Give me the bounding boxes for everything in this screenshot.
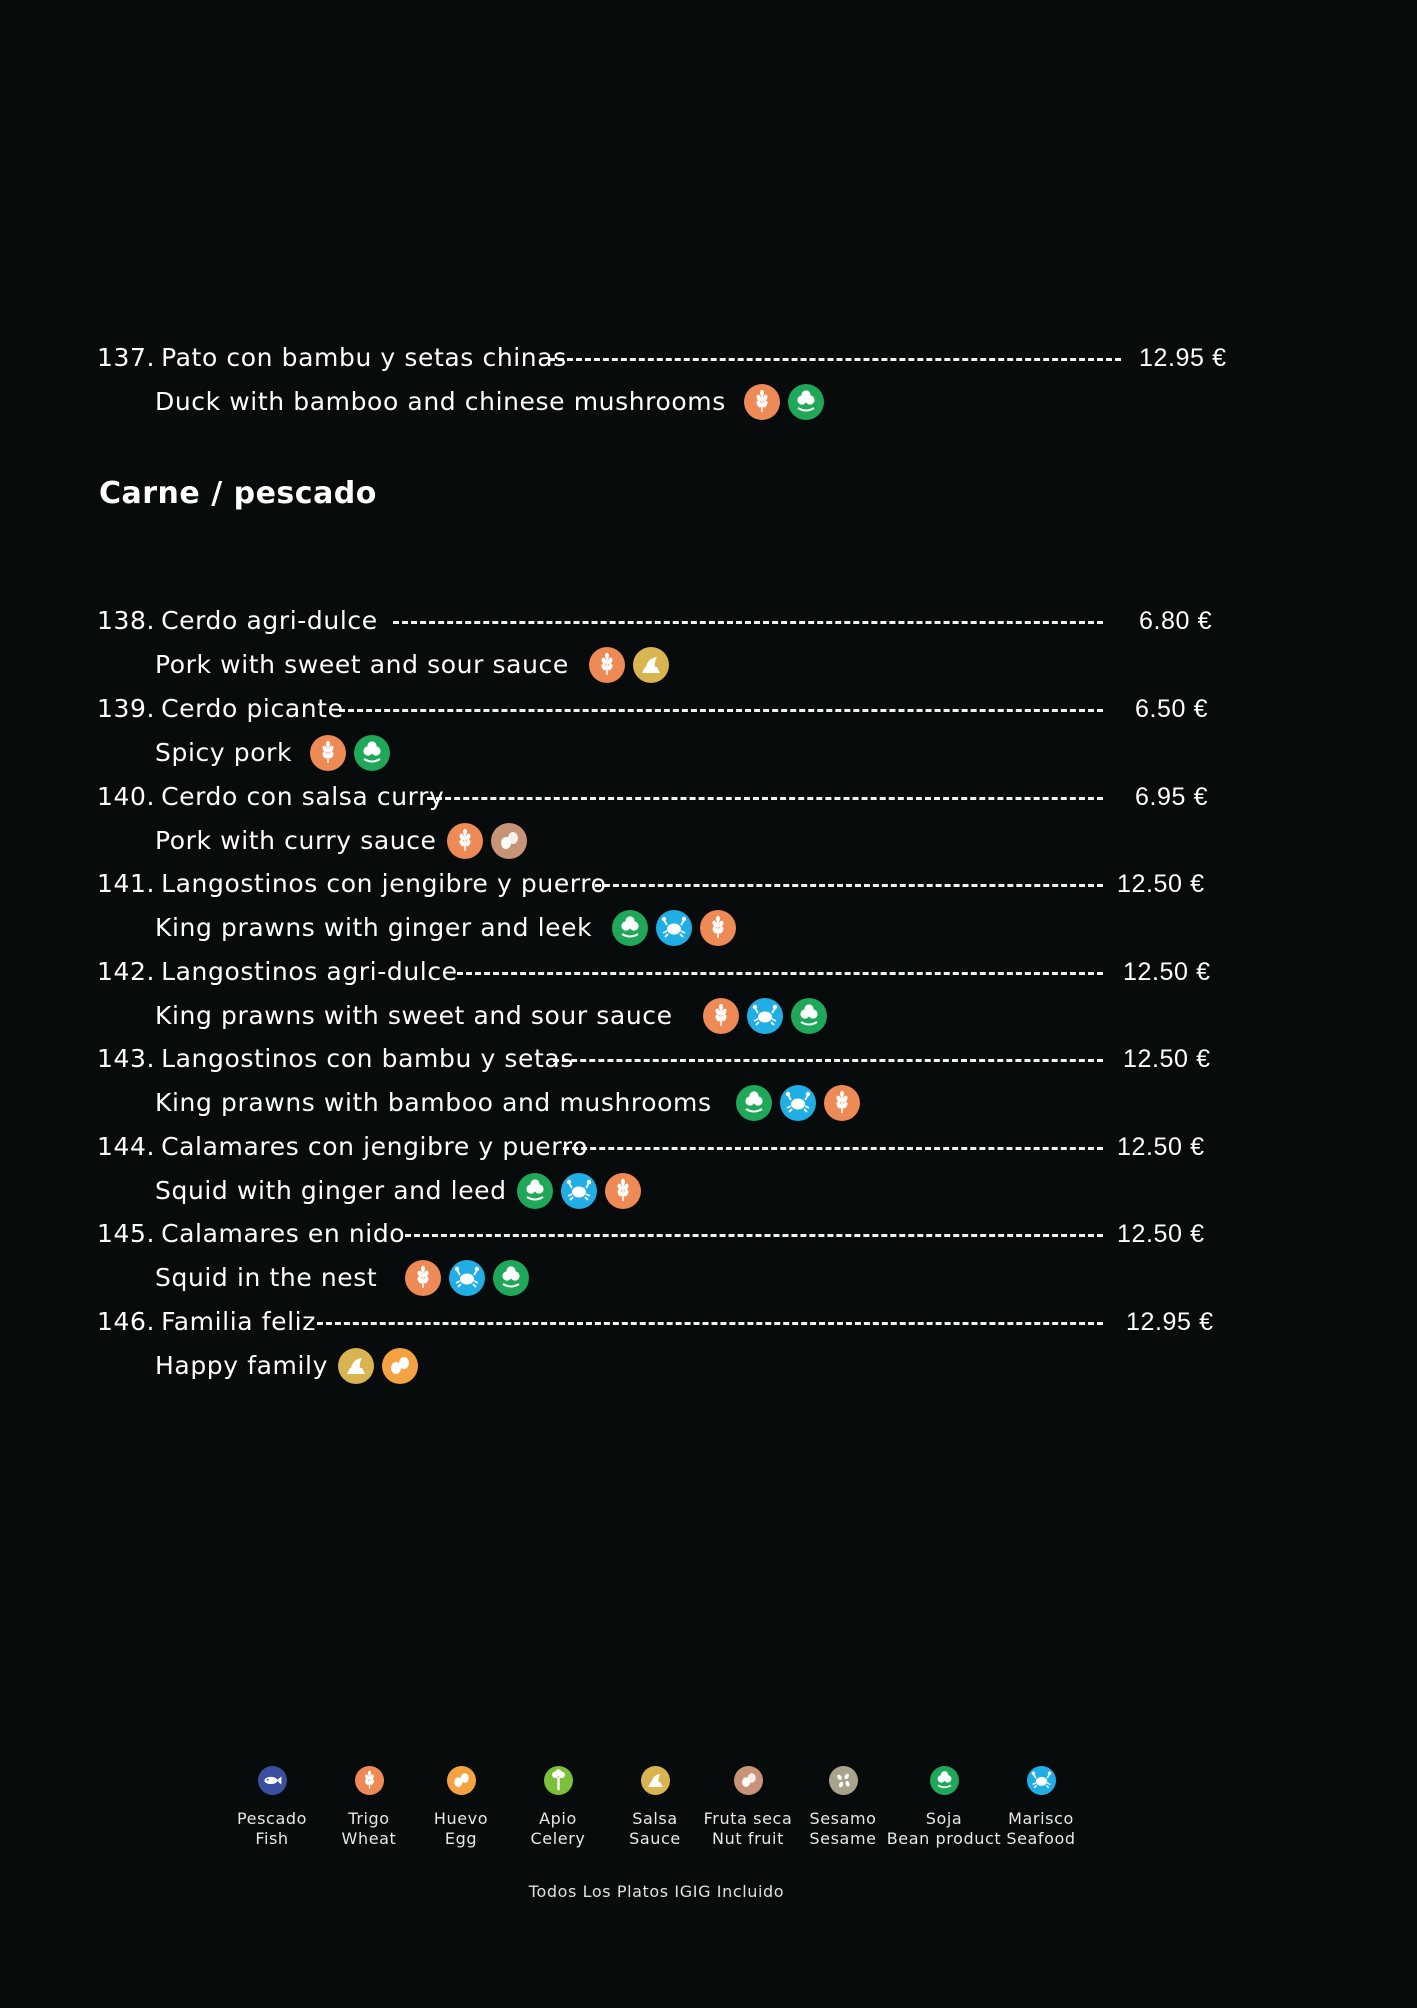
item-name-line bbox=[97, 1037, 1227, 1081]
item-number: 144. bbox=[97, 1132, 156, 1161]
item-price: 12.50 € bbox=[1117, 1220, 1205, 1248]
allergen-legend bbox=[0, 1766, 1417, 1876]
item-number: 140. bbox=[97, 782, 156, 811]
item-name: Cerdo con salsa curry bbox=[161, 782, 445, 811]
legend-label-en: Egg bbox=[444, 1829, 478, 1848]
wheat-icon bbox=[355, 1766, 384, 1795]
section-title: Carne / pescado bbox=[99, 476, 377, 511]
dotted-leader bbox=[595, 884, 1103, 887]
menu-item bbox=[97, 775, 1227, 863]
wheat-icon bbox=[703, 998, 739, 1034]
allergen-icons bbox=[405, 1260, 529, 1296]
item-number: 137. bbox=[97, 343, 156, 372]
wheat-icon bbox=[589, 647, 625, 683]
item-description-line bbox=[155, 380, 1227, 424]
fish-icon bbox=[258, 1766, 287, 1795]
legend-label-es: Huevo bbox=[433, 1809, 489, 1828]
item-description-line bbox=[155, 1081, 1227, 1125]
sauce-icon bbox=[633, 647, 669, 683]
item-price: 12.50 € bbox=[1123, 1045, 1211, 1073]
item-description: Happy family bbox=[155, 1351, 328, 1380]
legend-label-es: Pescado bbox=[236, 1809, 307, 1828]
menu-item bbox=[97, 1300, 1227, 1388]
wheat-icon bbox=[405, 1260, 441, 1296]
sauce-icon bbox=[641, 1766, 670, 1795]
wheat-icon bbox=[447, 823, 483, 859]
dotted-leader bbox=[339, 709, 1103, 712]
menu-item bbox=[97, 687, 1227, 775]
legend-label-es: Fruta seca bbox=[703, 1809, 793, 1828]
item-price: 6.80 € bbox=[1139, 607, 1213, 635]
legend-label-en: Bean product bbox=[886, 1829, 1002, 1848]
item-description: Duck with bamboo and chinese mushrooms bbox=[155, 387, 726, 416]
nut-icon bbox=[734, 1766, 763, 1795]
item-price: 12.50 € bbox=[1117, 1133, 1205, 1161]
item-price: 12.95 € bbox=[1139, 344, 1227, 372]
item-name: Langostinos con jengibre y puerro bbox=[161, 869, 607, 898]
item-description-line bbox=[155, 731, 1227, 775]
item-name-line bbox=[97, 599, 1227, 643]
legend-label-es: Apio bbox=[539, 1809, 577, 1828]
item-name-line bbox=[97, 862, 1227, 906]
wheat-icon bbox=[700, 910, 736, 946]
soy-icon bbox=[788, 384, 824, 420]
allergen-icons bbox=[703, 998, 827, 1034]
dotted-leader bbox=[553, 1059, 1103, 1062]
item-number: 138. bbox=[97, 606, 156, 635]
allergen-icons bbox=[589, 647, 669, 683]
item-name-line bbox=[97, 775, 1227, 819]
item-description: Pork with sweet and sour sauce bbox=[155, 650, 569, 679]
item-number: 141. bbox=[97, 869, 156, 898]
legend-label-es: Marisco bbox=[1008, 1809, 1074, 1828]
soy-icon bbox=[354, 735, 390, 771]
item-description-line bbox=[155, 1344, 1227, 1388]
wheat-icon bbox=[824, 1085, 860, 1121]
wheat-icon bbox=[744, 384, 780, 420]
allergen-icons bbox=[338, 1348, 418, 1384]
item-name-line bbox=[97, 687, 1227, 731]
item-price: 6.50 € bbox=[1135, 695, 1209, 723]
dotted-leader bbox=[405, 1234, 1103, 1237]
item-number: 143. bbox=[97, 1044, 156, 1073]
crab-icon bbox=[449, 1260, 485, 1296]
item-number: 145. bbox=[97, 1219, 156, 1248]
legend-label-en: Sesame bbox=[809, 1829, 877, 1848]
allergen-icons bbox=[310, 735, 390, 771]
item-name: Calamares en nido bbox=[161, 1219, 406, 1248]
soy-icon bbox=[791, 998, 827, 1034]
wheat-icon bbox=[310, 735, 346, 771]
menu-item-137 bbox=[97, 336, 1227, 424]
item-description-line bbox=[155, 1256, 1227, 1300]
item-price: 12.95 € bbox=[1126, 1308, 1214, 1336]
nut-icon bbox=[491, 823, 527, 859]
item-description-line bbox=[155, 1169, 1227, 1213]
crab-icon bbox=[780, 1085, 816, 1121]
item-description: Spicy pork bbox=[155, 738, 293, 767]
egg-icon bbox=[447, 1766, 476, 1795]
item-price: 6.95 € bbox=[1135, 783, 1209, 811]
allergen-icons bbox=[447, 823, 527, 859]
dotted-leader bbox=[427, 797, 1103, 800]
menu-item bbox=[97, 950, 1227, 1038]
crab-icon bbox=[747, 998, 783, 1034]
item-description: Squid in the nest bbox=[155, 1263, 378, 1292]
item-price: 12.50 € bbox=[1123, 958, 1211, 986]
allergen-icons bbox=[612, 910, 736, 946]
item-name-line bbox=[97, 1300, 1227, 1344]
item-description-line bbox=[155, 994, 1227, 1038]
item-name: Cerdo picante bbox=[161, 694, 344, 723]
item-description: King prawns with ginger and leek bbox=[155, 913, 593, 942]
item-description-line bbox=[155, 906, 1227, 950]
legend-label-en: Celery bbox=[530, 1829, 586, 1848]
footer-note: Todos Los Platos IGIG Incluido bbox=[528, 1882, 785, 1901]
wheat-icon bbox=[605, 1173, 641, 1209]
legend-label-es: Salsa bbox=[632, 1809, 678, 1828]
item-price: 12.50 € bbox=[1117, 870, 1205, 898]
item-description-line bbox=[155, 643, 1227, 687]
legend-label-en: Seafood bbox=[1006, 1829, 1076, 1848]
dotted-leader bbox=[393, 621, 1103, 624]
allergen-icons bbox=[517, 1173, 641, 1209]
legend-label-es: Trigo bbox=[348, 1809, 390, 1828]
soy-icon bbox=[517, 1173, 553, 1209]
menu-item bbox=[97, 1037, 1227, 1125]
soy-icon bbox=[930, 1766, 959, 1795]
item-name: Familia feliz bbox=[161, 1307, 316, 1336]
item-description: Squid with ginger and leed bbox=[155, 1176, 507, 1205]
soy-icon bbox=[612, 910, 648, 946]
legend-label-es: Soja bbox=[925, 1809, 963, 1828]
allergen-icons bbox=[744, 384, 824, 420]
soy-icon bbox=[493, 1260, 529, 1296]
dotted-leader bbox=[457, 972, 1103, 975]
legend-label-es: Sesamo bbox=[809, 1809, 877, 1828]
item-name: Calamares con jengibre y puerro bbox=[161, 1132, 588, 1161]
celery-icon bbox=[544, 1766, 573, 1795]
sauce-icon bbox=[338, 1348, 374, 1384]
item-description: King prawns with bamboo and mushrooms bbox=[155, 1088, 712, 1117]
item-description: King prawns with sweet and sour sauce bbox=[155, 1001, 673, 1030]
item-number: 146. bbox=[97, 1307, 156, 1336]
legend-label-en: Fish bbox=[255, 1829, 289, 1848]
crab-icon bbox=[561, 1173, 597, 1209]
item-name: Cerdo agri-dulce bbox=[161, 606, 378, 635]
legend-label-en: Sauce bbox=[629, 1829, 681, 1848]
legend-label-en: Wheat bbox=[341, 1829, 397, 1848]
item-number: 142. bbox=[97, 957, 156, 986]
crab-icon bbox=[1027, 1766, 1056, 1795]
item-name-line bbox=[97, 1212, 1227, 1256]
menu-item bbox=[97, 1125, 1227, 1213]
soy-icon bbox=[736, 1085, 772, 1121]
item-name: Pato con bambu y setas chinas bbox=[161, 343, 567, 372]
item-name: Langostinos agri-dulce bbox=[161, 957, 458, 986]
item-description: Pork with curry sauce bbox=[155, 826, 437, 855]
dotted-leader bbox=[563, 1147, 1103, 1150]
egg-icon bbox=[382, 1348, 418, 1384]
item-description-line bbox=[155, 819, 1227, 863]
item-name-line bbox=[97, 950, 1227, 994]
item-name-line bbox=[97, 336, 1227, 380]
menu-item bbox=[97, 599, 1227, 687]
allergen-icons bbox=[736, 1085, 860, 1121]
legend-label-en: Nut fruit bbox=[712, 1829, 784, 1848]
item-number: 139. bbox=[97, 694, 156, 723]
legend-label bbox=[981, 1809, 1101, 1849]
item-name-line bbox=[97, 1125, 1227, 1169]
legend-item-seafood bbox=[981, 1766, 1101, 1849]
crab-icon bbox=[656, 910, 692, 946]
menu-item bbox=[97, 1212, 1227, 1300]
menu-item bbox=[97, 862, 1227, 950]
sesame-icon bbox=[829, 1766, 858, 1795]
dotted-leader bbox=[549, 358, 1121, 361]
dotted-leader bbox=[317, 1322, 1103, 1325]
item-name: Langostinos con bambu y setas bbox=[161, 1044, 574, 1073]
